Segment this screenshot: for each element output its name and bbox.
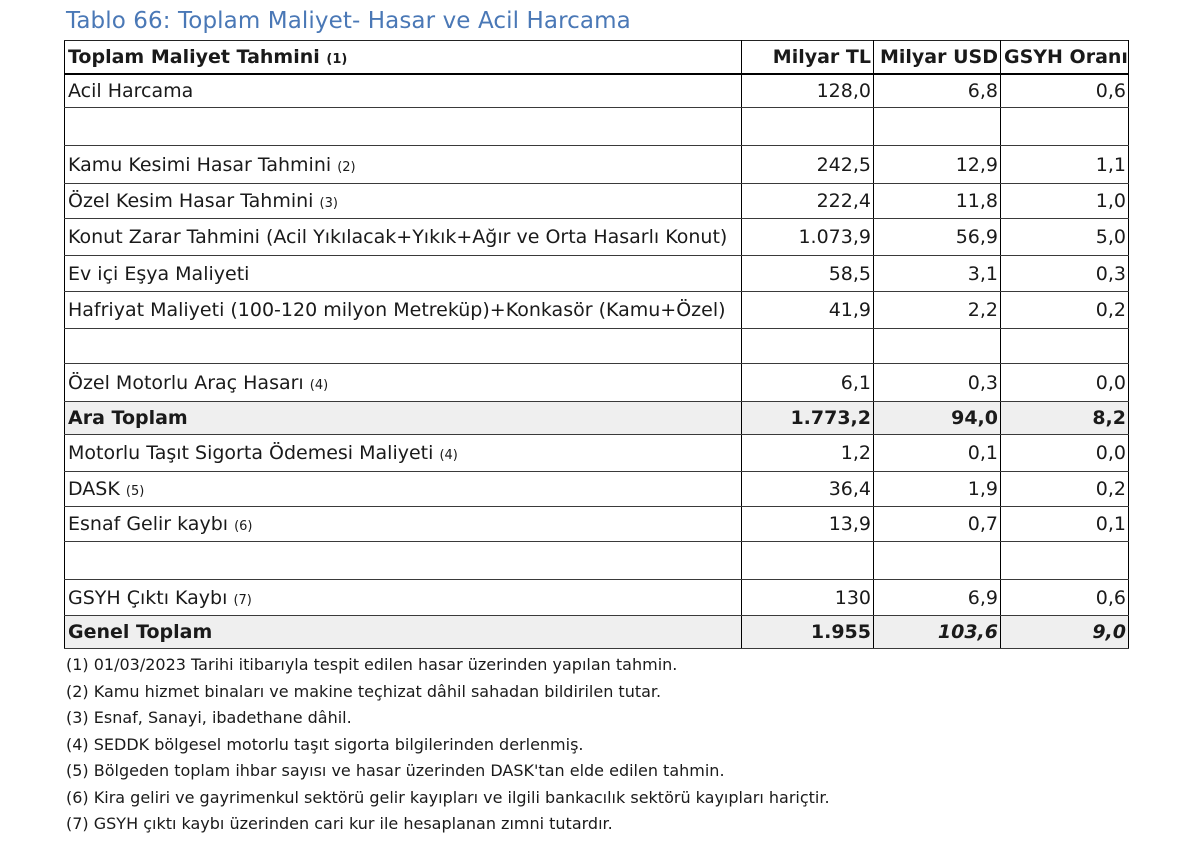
table-row	[65, 184, 1129, 219]
cell-usd: 11,8	[874, 184, 1001, 219]
cell-usd: 12,9	[874, 146, 1001, 184]
cell-tl	[742, 108, 874, 146]
cell-gsyh: 9,0	[1001, 616, 1129, 649]
cell-gsyh	[1001, 329, 1129, 364]
cell-usd: 56,9	[874, 219, 1001, 256]
cell-gsyh: 1,0	[1001, 184, 1129, 219]
cost-table-body	[65, 41, 1129, 649]
row-label-cell	[65, 472, 742, 507]
cell-tl: 36,4	[742, 472, 874, 507]
row-label-cell	[65, 219, 742, 256]
table-row	[65, 580, 1129, 616]
cost-table	[64, 40, 1129, 649]
cell-gsyh: 0,3	[1001, 256, 1129, 292]
row-label: Ara Toplam	[68, 407, 188, 429]
row-label: Özel Motorlu Araç Hasarı	[68, 371, 304, 394]
row-label-cell	[65, 507, 742, 542]
row-note: (3)	[319, 196, 338, 211]
row-label: Kamu Kesimi Hasar Tahmini	[68, 153, 332, 176]
footnote: (3) Esnaf, Sanayi, ibadethane dâhil.	[66, 708, 352, 727]
footnote: (7) GSYH çıktı kaybı üzerinden cari kur ile hesaplanan zımni tutardır.	[66, 814, 613, 833]
row-note: (4)	[439, 448, 458, 463]
cell-usd: 0,1	[874, 435, 1001, 472]
header-col-usd: Milyar USD	[874, 41, 1001, 74]
row-label: Acil Harcama	[68, 79, 194, 102]
table-row	[65, 364, 1129, 402]
header-label-cell	[65, 41, 742, 74]
row-label-cell	[65, 256, 742, 292]
row-label-cell	[65, 329, 742, 364]
footnote: (5) Bölgeden toplam ihbar sayısı ve hasar üzerinden DASK'tan elde edilen tahmin.	[66, 761, 725, 780]
row-note: (7)	[233, 592, 252, 608]
row-label: Genel Toplam	[68, 621, 213, 643]
row-label: Hafriyat Maliyeti (100-120 milyon Metreküp)+Konkasör (Kamu+Özel)	[68, 299, 726, 321]
cell-tl: 242,5	[742, 146, 874, 184]
cell-tl: 58,5	[742, 256, 874, 292]
cell-gsyh: 0,0	[1001, 364, 1129, 402]
header-col-tl: Milyar TL	[742, 41, 874, 74]
cell-usd: 94,0	[874, 402, 1001, 435]
row-label-cell	[65, 292, 742, 329]
cell-usd	[874, 329, 1001, 364]
cell-usd: 1,9	[874, 472, 1001, 507]
cell-tl	[742, 329, 874, 364]
table-title: Tablo 66: Toplam Maliyet- Hasar ve Acil Harcama	[66, 8, 631, 34]
table-row	[65, 146, 1129, 184]
table-row	[65, 542, 1129, 580]
cell-tl: 222,4	[742, 184, 874, 219]
cell-gsyh: 0,1	[1001, 507, 1129, 542]
cell-tl: 1.073,9	[742, 219, 874, 256]
cell-tl: 6,1	[742, 364, 874, 402]
footnote: (1) 01/03/2023 Tarihi itibarıyla tespit edilen hasar üzerinden yapılan tahmin.	[66, 655, 678, 674]
cell-gsyh: 8,2	[1001, 402, 1129, 435]
table-header-row	[65, 41, 1129, 74]
row-label-cell	[65, 402, 742, 435]
cell-tl: 1.773,2	[742, 402, 874, 435]
cell-tl: 1.955	[742, 616, 874, 649]
row-label: DASK	[68, 478, 120, 500]
row-label-cell	[65, 146, 742, 184]
header-label: Toplam Maliyet Tahmini	[68, 45, 320, 68]
row-note: (2)	[337, 159, 356, 175]
footnote: (2) Kamu hizmet binaları ve makine teçhizat dâhil sahadan bildirilen tutar.	[66, 681, 662, 701]
cell-tl: 130	[742, 580, 874, 616]
row-label: Özel Kesim Hasar Tahmini	[68, 190, 314, 212]
row-label-cell	[65, 74, 742, 108]
row-note: (5)	[125, 484, 145, 499]
table-row	[65, 292, 1129, 329]
cell-usd: 2,2	[874, 292, 1001, 329]
table-row	[65, 74, 1129, 108]
cell-gsyh: 0,2	[1001, 292, 1129, 329]
cell-gsyh: 1,1	[1001, 146, 1129, 184]
cell-gsyh: 0,2	[1001, 472, 1129, 507]
header-label-note: (1)	[326, 51, 348, 67]
row-label-cell	[65, 542, 742, 580]
row-note: (6)	[234, 519, 253, 534]
table-row	[65, 329, 1129, 364]
table-row	[65, 402, 1129, 435]
row-label-cell	[65, 616, 742, 649]
cell-usd: 6,8	[874, 74, 1001, 108]
header-col-gsyh: GSYH Oranı	[1001, 41, 1129, 74]
cell-tl: 13,9	[742, 507, 874, 542]
row-label: Ev içi Eşya Maliyeti	[68, 262, 250, 285]
cell-usd	[874, 542, 1001, 580]
cell-tl: 41,9	[742, 292, 874, 329]
row-label-cell	[65, 580, 742, 616]
cell-gsyh	[1001, 108, 1129, 146]
cell-tl	[742, 542, 874, 580]
row-label: Konut Zarar Tahmini (Acil Yıkılacak+Yıkık+Ağır ve Orta Hasarlı Konut)	[68, 226, 728, 248]
cell-gsyh	[1001, 542, 1129, 580]
table-row	[65, 616, 1129, 649]
cell-usd: 0,7	[874, 507, 1001, 542]
cell-gsyh: 0,6	[1001, 74, 1129, 108]
table-row	[65, 108, 1129, 146]
footnotes	[66, 652, 1136, 838]
table-row	[65, 507, 1129, 542]
cell-gsyh: 5,0	[1001, 219, 1129, 256]
cell-tl: 128,0	[742, 74, 874, 108]
row-note: (4)	[309, 377, 329, 393]
cell-usd	[874, 108, 1001, 146]
row-label-cell	[65, 184, 742, 219]
cell-usd: 0,3	[874, 364, 1001, 402]
cell-usd: 3,1	[874, 256, 1001, 292]
cell-gsyh: 0,0	[1001, 435, 1129, 472]
table-row	[65, 435, 1129, 472]
row-label-cell	[65, 108, 742, 146]
table-row	[65, 219, 1129, 256]
row-label: Esnaf Gelir kaybı	[68, 513, 229, 535]
row-label-cell	[65, 435, 742, 472]
table-row	[65, 472, 1129, 507]
row-label-cell	[65, 364, 742, 402]
footnote: (6) Kira geliri ve gayrimenkul sektörü gelir kayıpları ve ilgili bankacılık sektörü kayıpları hariçtir.	[66, 787, 830, 807]
cell-gsyh: 0,6	[1001, 580, 1129, 616]
row-label: Motorlu Taşıt Sigorta Ödemesi Maliyeti	[68, 442, 434, 464]
cell-tl: 1,2	[742, 435, 874, 472]
cell-usd: 6,9	[874, 580, 1001, 616]
table-row	[65, 256, 1129, 292]
footnote: (4) SEDDK bölgesel motorlu taşıt sigorta bilgilerinden derlenmiş.	[66, 734, 584, 754]
row-label: GSYH Çıktı Kaybı	[68, 586, 228, 609]
cell-usd: 103,6	[874, 616, 1001, 649]
